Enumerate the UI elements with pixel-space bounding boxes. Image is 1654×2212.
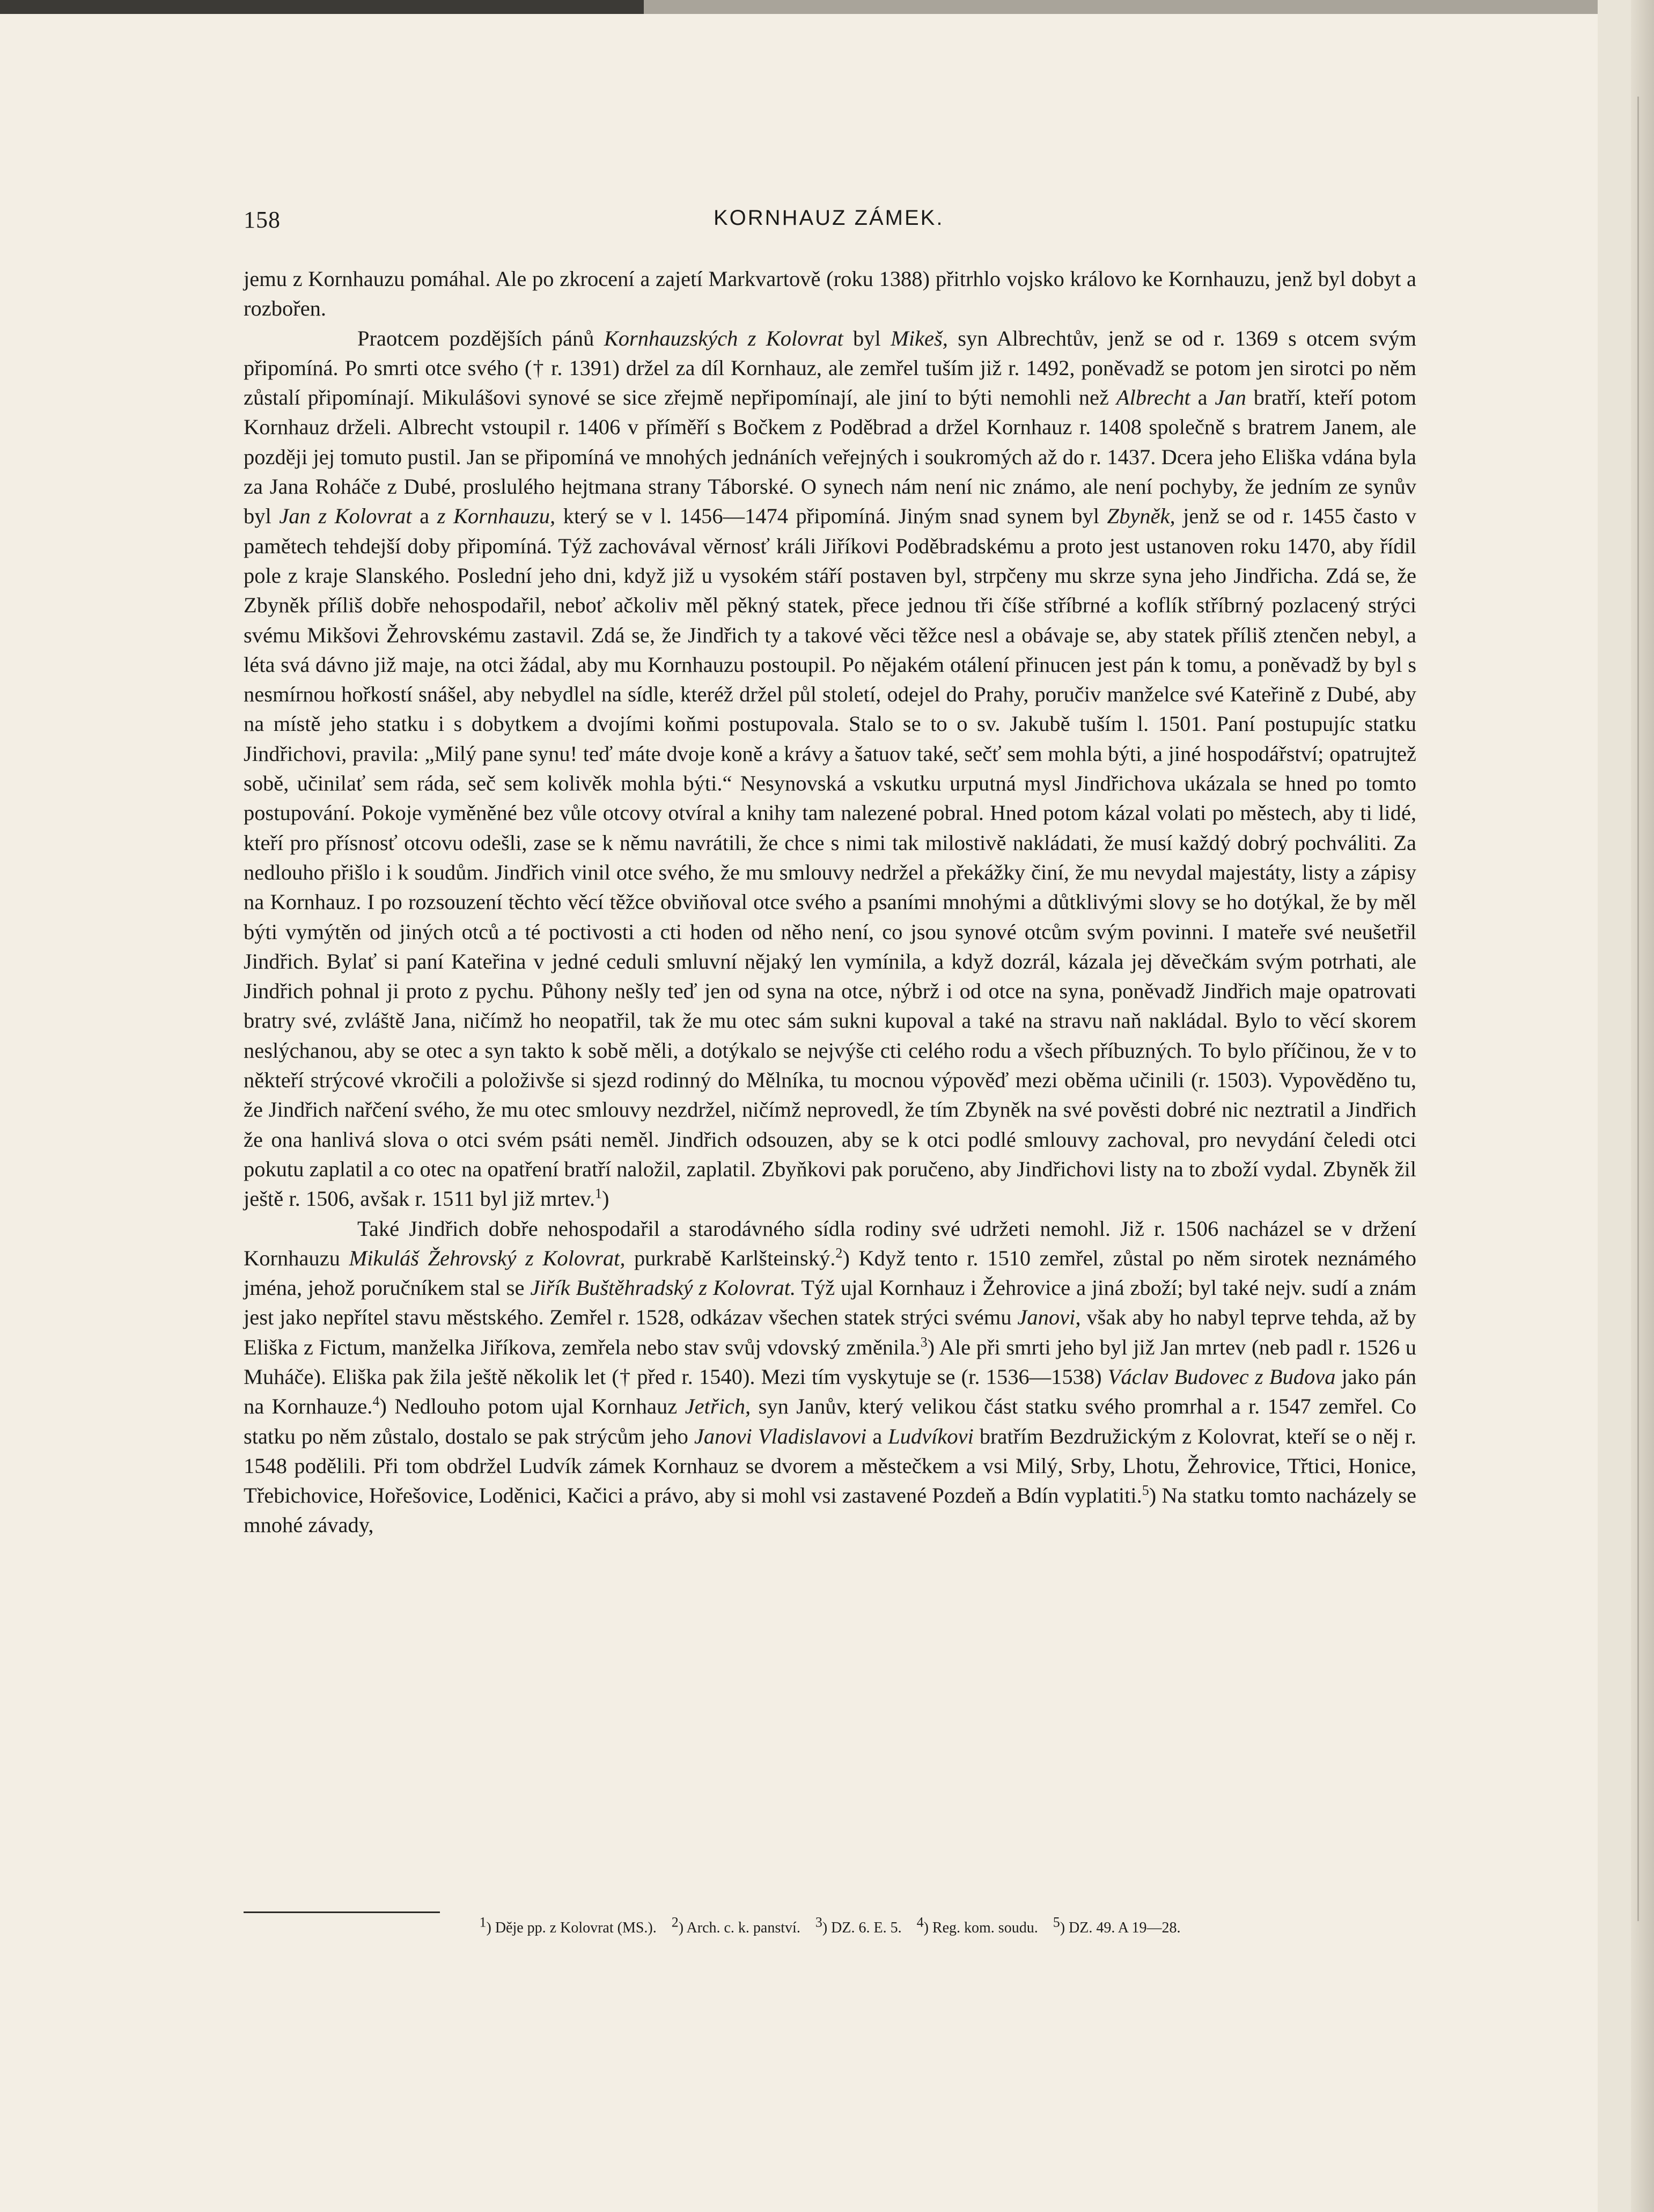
text-run: ) Nedlouho potom ujal Kornhauz <box>379 1394 685 1419</box>
text-run: purkrabě Karlšteinský. <box>625 1246 836 1270</box>
footnote-number: 4 <box>916 1914 924 1930</box>
text-run: však aby ho nabyl teprve tehda, až by Eliška z Fictum, manželka Jiříkova, zemřela nebo stav svůj vdovský změnila. <box>244 1305 1416 1359</box>
text-run: Praotcem pozdějších pánů <box>357 326 604 350</box>
footnote-marker: 1 <box>595 1185 602 1202</box>
footnote: $^4$) Reg. kom. soudu. <box>916 1914 1038 1936</box>
footnote-marker: 4 <box>372 1393 380 1409</box>
italic-name: Mikeš, <box>891 326 948 350</box>
text-run: ) <box>602 1186 609 1211</box>
footnote-marker: 2 <box>835 1245 843 1261</box>
text-run: bratří, kteří potom Kornhauz drželi. Albrecht vstoupil r. 1406 v příměří s Bočkem z Poděbrad a držel Kornhauz r. 1408 společně s bratrem Janem, ale později jej tomuto pustil. Jan se připomíná ve mnohých jednáních veřejných i soukromých až do r. 1437. Dcera jeho Eliška vdána byla za Jana Roháče z Dubé, proslulého hejtmana strany Táborské. O synech nám není nic známo, ale není pochyby, že jedním ze synův byl <box>244 385 1416 529</box>
italic-name: Václav Budovec z Budova <box>1107 1364 1336 1389</box>
body-text <box>244 264 1416 1540</box>
paragraph <box>244 1214 1416 1540</box>
italic-name: Albrecht <box>1116 385 1190 410</box>
paragraph <box>244 324 1416 1214</box>
text-run: Také Jindřich dobře nehospodařil a starodávného sídla rodiny své udržeti nemohl. Již r. 1506 nacházel se v držení Kornhauzu <box>244 1216 1416 1270</box>
page-number: 158 <box>244 207 281 233</box>
text-run: jenž se od r. 1455 často v pamětech tehdejší doby připomíná. Týž zachovával věrnosť králi Jiříkovi Poděbradskému a proto jest ustanoven roku 1470, aby řídil pole z kraje Slanského. Poslední jeho dni, když již u vysokém stáří postaven byl, strpčeny mu skrze syna jeho Jindřicha. Zdá se, že Zbyněk příliš dobře nehospodařil, neboť ačkoliv měl pěkný statek, přece jednou tři číše stříbrné a koflík stříbrný pozlacený strýci svému Mikšovi Žehrovskému zastavil. Zdá se, že Jindřich ty a takové věci těžce nesl a obávaje se, aby statek příliš ztenčen nebyl, a léta svá dávno již maje, na otci žádal, aby mu Kornhauzu postoupil. Po nějakém otálení přinucen jest pán k tomu, a poněvadž by byl s nesmírnou hořkostí snášel, aby nebydlel na sídle, kteréž držel půl století, odejel do Prahy, poručiv manželce své Kateřině z Dubé, aby na místě jeho statku i s dobytkem a dvojími koňmi postupovala. Stalo se to o sv. Jakubě tuším l. 1501. Paní postupujíc statku Jindřichovi, pravila: „Milý pane synu! teď máte dvoje koně a krávy a šatuov také, sečť sem mohla býti, a jiné hospodářství; opatrujtež sobě, učinilať sem ráda, seč sem kolivěk mohla býti.“ Nesynovská a vskutku urputná mysl Jindřichova ukázala se hned po tomto postupování. Pokoje vyměněné bez vůle otcovy otvíral a knihy tam nalezené pobral. Hned potom kázal volati po městech, aby ti lidé, kteří pro přísnosť otcovu odešli, zase se k němu navrátili, že chce s nimi tak milostivě nakládati, že musí každý dobrý pochváliti. Za nedlouho přišlo i k soudům. Jindřich vinil otce svého, že mu smlouvy nedržel a překážky činí, že mu nevydal majestáty, listy a zápisy na Kornhauz. I po rozsouzení těchto věcí těžce obviňoval otce svého a psaními mnohými a důtklivými slovy se ho dotýkal, že by měl býti vymýtěn od jiných otců a té poctivosti a cti hoden od něho není, co jsou synové otcům svým povinni. I mateře své neušetřil Jindřich. Bylať si paní Kateřina v jedné ceduli smluvní nějaký len vymínila, a když dozrál, kázala jej děvečkám svým potrhati, ale Jindřich pohnal ji proto z pychu. Půhony nešly teď jen od syna na otce, nýbrž i od otce na syna, poněvadž Jindřich maje opatrovati bratry své, zvláště Jana, ničímž ho neopatřil, tak že mu otec sám sukni kupoval a také na stravu naň nakládal. Bylo to věcí skorem neslýchanou, aby se otec a syn takto k sobě měli, a dotýkalo se nejvýše cti celého rodu a všech příbuzných. To bylo příčinou, že v to někteří strýcové vkročili a položivše si sjezd rodinný do Mělníka, tu mocnou výpověď mezi oběma učinili (r. 1503). Vypověděno tu, že Jindřich nařčení svého, že mu otec smlouvy nezdržel, ničímž neprovedl, že tím Zbyněk na své pověsti dobré nic neztratil a Jindřich že ona hanlivá slova o otci svém psáti neměl. Jindřich odsouzen, aby se k otci podlé smlouvy zachoval, pro nevydání čeledi otci pokutu zaplatil a co otec na opatření bratří naložil, zaplatil. Zbyňkovi pak poručeno, aby Jindřichovi listy na to zboží vydal. Zbyněk žil ještě r. 1506, avšak r. 1511 byl již mrtev. <box>244 504 1416 1211</box>
text-run: ) Ale při smrti jeho byl již Jan mrtev (neb padl r. 1526 u Muháče). Eliška pak žila ještě několik let († před r. 1540). Mezi tím vyskytuje se (r. 1536—1538) <box>244 1335 1416 1389</box>
footnote-number: 2 <box>671 1914 679 1930</box>
italic-name: Jan z Kolovrat <box>279 504 412 529</box>
italic-name: Janovi, <box>1017 1305 1081 1330</box>
paragraph <box>244 264 1416 324</box>
footnote: $^3$) DZ. 6. E. 5. <box>815 1914 902 1936</box>
footnote-text: Reg. kom. soudu. <box>932 1920 1038 1936</box>
text-run: jako pán na Kornhauze. <box>244 1364 1416 1419</box>
text-run: bratřím Bezdružickým z Kolovrat, kteří se o něj r. 1548 podělili. Při tom obdržel Ludvík zámek Kornhauz se dvorem a městečkem a vsi Milý, Srby, Lhotu, Žehrovice, Třtici, Honice, Třebichovice, Hořešovice, Loděnici, Kačici a právo, aby si mohl vsi zastavené Pozdeň a Bdín vyplatiti. <box>244 1424 1416 1508</box>
footnote-text: DZ. 6. E. 5. <box>831 1920 902 1936</box>
italic-name: Jan <box>1215 385 1246 410</box>
footnote-number: 5 <box>1053 1914 1060 1930</box>
italic-name: Janovi Vladislavovi <box>694 1424 867 1448</box>
scan-top-edge-light <box>644 0 1654 14</box>
footnote-text: DZ. 49. A 19—28. <box>1069 1920 1181 1936</box>
text-run: ) Na statku tomto nacházely se mnohé závady, <box>244 1483 1417 1537</box>
text-run: a <box>411 504 437 529</box>
italic-name: Jetřich, <box>685 1394 751 1419</box>
footnote: $^2$) Arch. c. k. panství. <box>671 1914 800 1936</box>
running-head: KORNHAUZ ZÁMEK. <box>714 206 944 230</box>
text-run: syn Janův, který velikou část statku svého promrhal a r. 1547 zemřel. Co statku po něm zůstalo, dostalo se pak strýcům jeho <box>244 1394 1416 1448</box>
footnote: $^1$) Děje pp. z Kolovrat (MS.). <box>479 1914 657 1936</box>
footnote-marker: 3 <box>920 1334 928 1350</box>
italic-name: Mikuláš Žehrovský z Kolovrat, <box>349 1246 626 1270</box>
text-run: ) Když tento r. 1510 zemřel, zůstal po něm sirotek neznámého jména, jehož poručníkem stal se <box>244 1246 1416 1300</box>
footnote-number: 1 <box>479 1914 487 1930</box>
text-run: který se v l. 1456—1474 připomíná. Jiným snad synem byl <box>555 504 1107 529</box>
binding-marks <box>1637 97 1644 1921</box>
italic-name: z Kornhauzu, <box>437 504 556 529</box>
footnote-rule <box>244 1911 440 1913</box>
text-run: a <box>866 1424 888 1448</box>
footnote: $^5$) DZ. 49. A 19—28. <box>1053 1914 1181 1936</box>
footnote-text: Děje pp. z Kolovrat (MS.). <box>495 1920 657 1936</box>
footnote-marker: 5 <box>1142 1482 1149 1498</box>
footnotes <box>244 1914 1416 1939</box>
text-run: Týž ujal Kornhauz i Žehrovice a jiná zboží; byl také nejv. sudí a znám jest jako nepřítel stavu městského. Zemřel r. 1528, odkázav všechen statek strýci svému <box>244 1276 1416 1330</box>
footnote-text: Arch. c. k. panství. <box>686 1920 800 1936</box>
italic-name: Zbyněk, <box>1107 504 1175 529</box>
text-run: a <box>1190 385 1215 410</box>
text-run: byl <box>843 326 891 350</box>
footnote-number: 3 <box>815 1914 822 1930</box>
text-run: jemu z Kornhauzu pomáhal. Ale po zkrocení a zajetí Markvartově (roku 1388) přitrhlo vojsko královo ke Kornhauzu, jenž byl dobyt a rozbořen. <box>244 267 1416 321</box>
italic-name: Jiřík Buštěhradský z Kolovrat. <box>530 1276 796 1300</box>
italic-name: Ludvíkovi <box>888 1424 974 1448</box>
italic-name: Kornhauzských z Kolovrat <box>604 326 843 350</box>
text-run: syn Albrechtův, jenž se od r. 1369 s otcem svým připomíná. Po smrti otce svého († r. 1391) držel za díl Kornhauz, ale zemřel tuším již r. 1492, poněvadž se potom jen sirotci po něm zůstalí připomínají. Mikulášovi synové se sice zřejmě nepřipomínají, ale jiní to býti nemohli než <box>244 326 1416 410</box>
